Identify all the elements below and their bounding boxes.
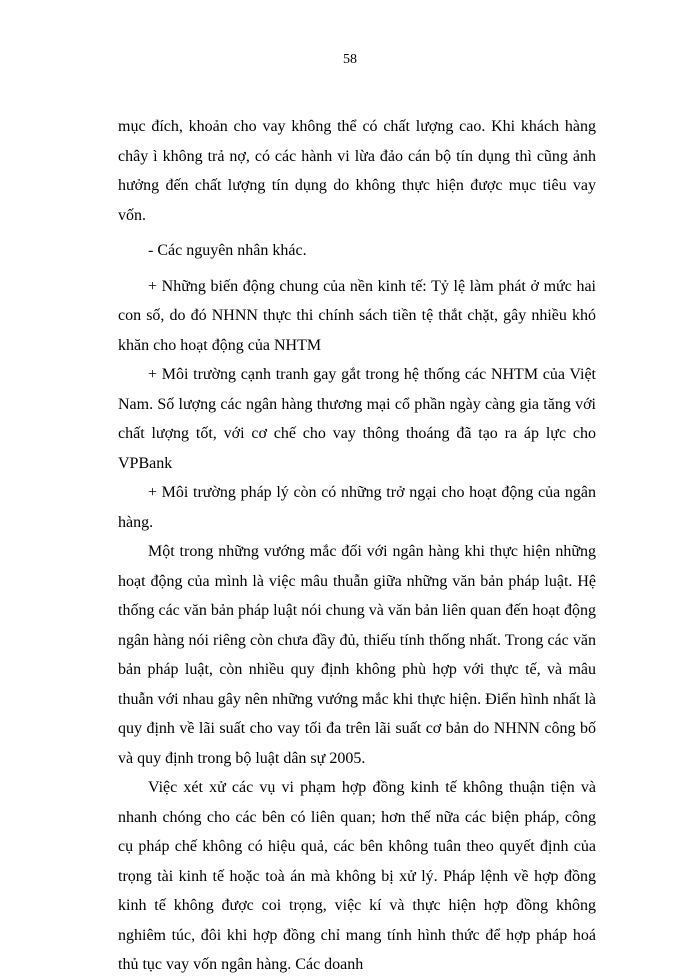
- paragraph-continuation: mục đích, khoản cho vay không thể có chất lượng cao. Khi khách hàng chây ì không trả nợ, có các hành vi lừa đảo cán bộ tín dụng thì cũng ảnh hưởng đến chất lượng tín dụng do không thực hiện được mục tiêu vay vốn.: [118, 118, 596, 224]
- paragraph-legal-conflicts: Một trong những vướng mắc đối với ngân hàng khi thực hiện những hoạt động của mình là việc mâu thuẫn giữa những văn bản pháp luật. Hệ thống các văn bản pháp luật nói chung và văn bản liên quan đến hoạt động ngân hàng nói riêng còn chưa đầy đủ, thiếu tính thống nhất. Trong các văn bản pháp luật, còn nhiều quy định không phù hợp với thực tế, và mâu thuẫn với nhau gây nên những vướng mắc khi thực hiện. Điển hình nhất là quy định về lãi suất cho vay tối đa trên lãi suất cơ bản do NHNN công bố và quy định trong bộ luật dân sự 2005.: [118, 543, 596, 767]
- paragraph-legal-environment: + Môi trường pháp lý còn có những trở ngại cho hoạt động của ngân hàng.: [118, 484, 596, 531]
- page-number: 58: [343, 52, 357, 67]
- document-body: [118, 112, 596, 980]
- paragraph-competition: + Môi trường cạnh tranh gay gắt trong hệ thống các NHTM của Việt Nam. Số lượng các ngân hàng thương mại cổ phần ngày càng gia tăng với chất lượng tốt, với cơ chế cho vay thông thoáng đã tạo ra áp lực cho VPBank: [118, 366, 596, 472]
- paragraph-contract-violations: Việc xét xử các vụ vi phạm hợp đồng kinh tế không thuận tiện và nhanh chóng cho các bên có liên quan; hơn thế nữa các biện pháp, công cụ pháp chế không có hiệu quả, các bên không tuân theo quyết định của trọng tài kinh tế hoặc toà án mà không bị xử lý. Pháp lệnh về hợp đồng kinh tế không được coi trọng, việc kí và thực hiện hợp đồng không nghiêm túc, đôi khi hợp đồng chỉ mang tính hình thức để hợp pháp hoá thủ tục vay vốn ngân hàng. Các doanh: [118, 779, 596, 973]
- paragraph-other-causes-heading: - Các nguyên nhân khác.: [148, 242, 307, 259]
- paragraph-economic-fluctuations: + Những biến động chung của nền kinh tế: Tỷ lệ làm phát ở mức hai con số, do đó NHNN thực thi chính sách tiền tệ thắt chặt, gây nhiều khó khăn cho hoạt động của NHTM: [118, 277, 596, 354]
